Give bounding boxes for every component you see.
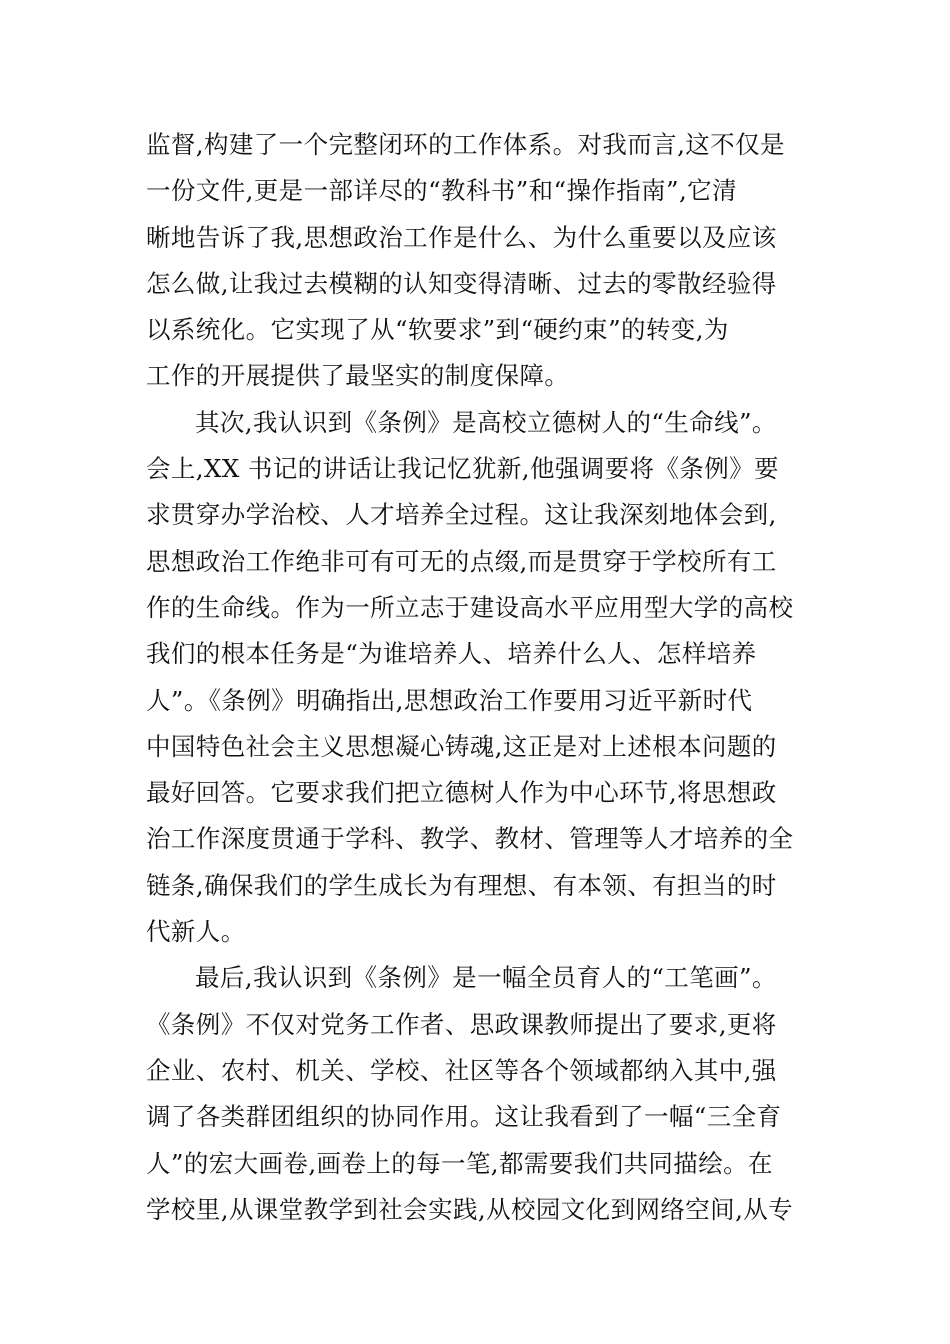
text-line: 晰地告诉了我,思想政治工作是什么、为什么重要以及应该 bbox=[146, 222, 777, 252]
text-line: 调了各类群团组织的协同作用。这让我看到了一幅“三全育 bbox=[146, 1102, 782, 1132]
text-line: 最好回答。它要求我们把立德树人作为中心环节,将思想政 bbox=[146, 778, 777, 808]
text-line: 代新人。 bbox=[146, 917, 246, 947]
text-line: 工作的开展提供了最坚实的制度保障。 bbox=[146, 361, 570, 391]
text-line: 我们的根本任务是“为谁培养人、培养什么人、怎样培养 bbox=[146, 639, 757, 669]
text-line: 作的生命线。作为一所立志于建设高水平应用型大学的高校 bbox=[146, 592, 794, 622]
text-line: 中国特色社会主义思想凝心铸魂,这正是对上述根本问题的 bbox=[146, 731, 777, 761]
document-body bbox=[146, 122, 806, 1233]
text-line: 以系统化。它实现了从“软要求”到“硬约束”的转变,为 bbox=[146, 315, 729, 345]
text-line: 治工作深度贯通于学科、教学、教材、管理等人才培养的全 bbox=[146, 824, 794, 854]
text-line: 链条,确保我们的学生成长为有理想、有本领、有担当的时 bbox=[146, 870, 777, 900]
text-line: 一份文件,更是一部详尽的“教科书”和“操作指南”,它清 bbox=[146, 176, 737, 206]
text-line: 企业、农村、机关、学校、社区等各个领域都纳入其中,强 bbox=[146, 1055, 777, 1085]
text-line: 思想政治工作绝非可有可无的点缀,而是贯穿于学校所有工 bbox=[146, 546, 777, 576]
text-line: 人”的宏大画卷,画卷上的每一笔,都需要我们共同描绘。在 bbox=[146, 1148, 773, 1178]
paragraph-start-line: 其次,我认识到《条例》是高校立德树人的“生命线”。 bbox=[195, 407, 777, 437]
text-line: 求贯穿办学治校、人才培养全过程。这让我深刻地体会到, bbox=[146, 500, 777, 530]
text-line: 《条例》不仅对党务工作者、思政课教师提出了要求,更将 bbox=[146, 1009, 777, 1039]
paragraph-start-line: 最后,我认识到《条例》是一幅全员育人的“工笔画”。 bbox=[195, 963, 777, 993]
text-line: 监督,构建了一个完整闭环的工作体系。对我而言,这不仅是 bbox=[146, 130, 785, 159]
text-line: 会上,XX 书记的讲话让我记忆犹新,他强调要将《条例》要 bbox=[146, 454, 779, 484]
text-line: 怎么做,让我过去模糊的认知变得清晰、过去的零散经验得 bbox=[146, 268, 777, 298]
text-line: 人”。《条例》明确指出,思想政治工作要用习近平新时代 bbox=[146, 685, 753, 715]
text-line: 学校里,从课堂教学到社会实践,从校园文化到网络空间,从专 bbox=[146, 1194, 794, 1224]
